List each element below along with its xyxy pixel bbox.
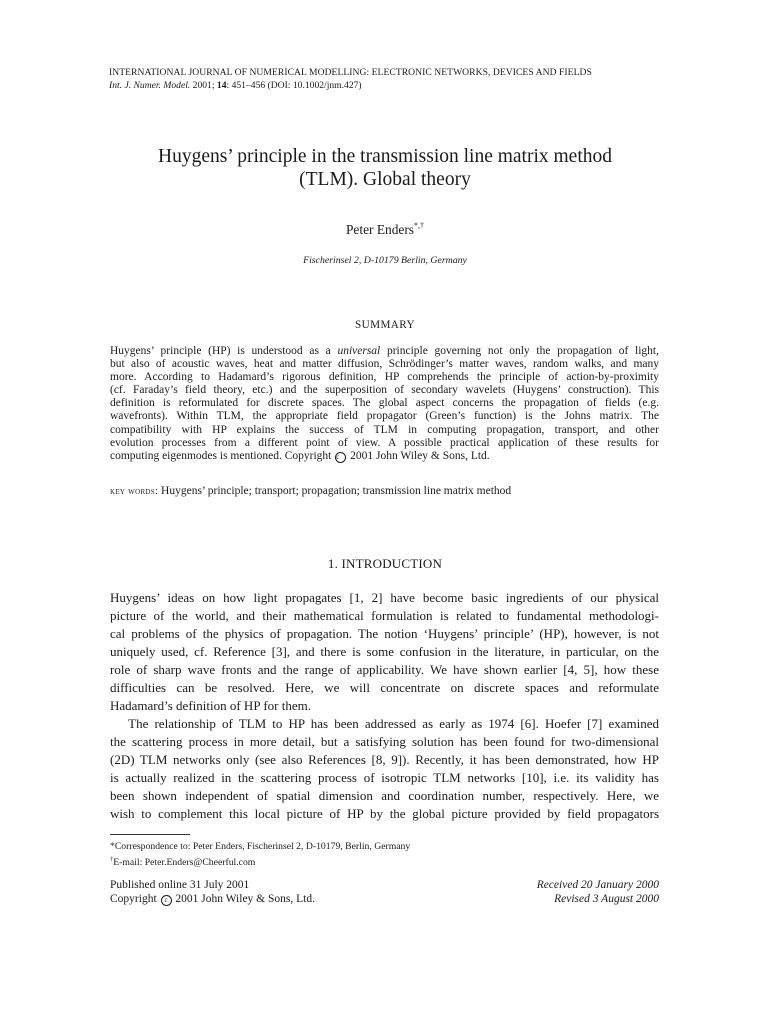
- abstract-line: [110, 450, 659, 463]
- abstract-line: evolution processes from a different point of view. A possible practical application of these results for: [110, 436, 659, 449]
- footnote-divider: [110, 834, 190, 835]
- citation-line: [109, 79, 669, 92]
- publication-info: [110, 878, 410, 906]
- footnote-text: E-mail: Peter.Enders@Cheerful.com: [113, 856, 256, 868]
- body-line: is actually realized in the scattering process of isotropic TLM networks [10], i.e. its validity has: [110, 770, 659, 785]
- citation-volume: 14: [216, 80, 227, 91]
- body-line: Huygens’ ideas on how light propagates [1, 2] have become basic ingredients of our physical: [110, 590, 659, 605]
- body-line: wish to complement this local picture of HP by the global picture provided by field propagators: [110, 806, 659, 821]
- summary-abstract: [110, 345, 659, 463]
- abstract-line: definition is reformulated for discrete spaces. The global aspect concerns the propagation of fields (e.g.: [110, 397, 659, 410]
- body-line: role of sharp wave fronts and the range of applicability. We have shown earlier [4, 5], how these: [110, 662, 659, 677]
- author-name: Peter Enders: [345, 222, 415, 237]
- body-line: (2D) TLM networks only (see also References [8, 9]). Recently, it has been demonstrated, how HP: [110, 752, 659, 767]
- abstract-text: computing eigenmodes is mentioned. Copyright: [110, 449, 335, 462]
- citation-pages-doi: : 451–456 (DOI: 10.1002/jnm.427): [226, 80, 362, 91]
- keywords-text: Huygens’ principle; transport; propagation; transmission line matrix method: [158, 485, 512, 497]
- abstract-text: Huygens’ principle (HP) is understood as a: [110, 345, 338, 357]
- copyright-icon: c: [161, 895, 172, 906]
- body-line: been shown independent of spatial dimension and coordination number, respectively. Here, we: [110, 788, 659, 803]
- title-line-1: Huygens’ principle in the transmission line matrix method: [157, 146, 612, 167]
- citation-year: 2001;: [190, 80, 217, 91]
- footnote-mark: †: [110, 855, 114, 863]
- author-footnote-marks: *,†: [414, 221, 425, 230]
- copyright-text: 2001 John Wiley & Sons, Ltd.: [172, 893, 315, 905]
- body-line: Hadamard’s definition of HP for them.: [110, 698, 311, 713]
- abstract-emphasis: universal: [337, 345, 381, 357]
- copyright-line: [110, 892, 410, 906]
- received-dates: [400, 878, 659, 906]
- section-heading-introduction: 1. INTRODUCTION: [327, 556, 443, 571]
- keywords-label: key words:: [110, 486, 159, 497]
- published-online: Published online 31 July 2001: [110, 879, 250, 891]
- abstract-line: compatibility with HP explains the success of TLM in computing propagation, transport, and other: [110, 423, 659, 436]
- copyright-text: Copyright: [110, 893, 160, 905]
- footnote-text: Correspondence to: Peter Enders, Fischerinsel 2, D-10179, Berlin, Germany: [114, 841, 411, 852]
- keywords: [110, 485, 659, 497]
- copyright-icon: c: [335, 452, 346, 463]
- body-line: uniquely used, cf. Reference [3], and there is some confusion in the literature, in particular, on the: [110, 644, 659, 659]
- author-line: [100, 221, 670, 238]
- introduction-body: [110, 589, 659, 823]
- citation-journal: Int. J. Numer. Model.: [109, 80, 191, 91]
- journal-header: [109, 66, 669, 92]
- footnotes: [110, 841, 659, 869]
- summary-heading: SUMMARY: [355, 319, 415, 331]
- abstract-line: more. According to Hadamard’s rigorous definition, HP comprehends the principle of action-by-proximity: [110, 371, 659, 384]
- received-date: Received 20 January 2000: [536, 879, 659, 891]
- author-affiliation: Fischerinsel 2, D-10179 Berlin, Germany: [303, 255, 467, 266]
- abstract-line: wavefronts). Within TLM, the appropriate field propagator (Green’s function) is the Johns matrix. The: [110, 410, 659, 423]
- abstract-line: [110, 345, 659, 358]
- body-line: difficulties can be resolved. Here, we will concentrate on discrete spaces and reformulate: [110, 680, 659, 695]
- footnote-mark: *: [110, 841, 115, 852]
- abstract-line: (cf. Faraday’s field theory, etc.) and the superposition of secondary wavelets (Huygens’ construction). This: [110, 384, 659, 397]
- body-line: the scattering process in more detail, but a satisfying solution has been found for two-dimensional: [110, 734, 659, 749]
- footnote-email: [110, 854, 659, 870]
- revised-date: Revised 3 August 2000: [554, 893, 659, 905]
- abstract-text: principle governing not only the propagation of light,: [380, 345, 659, 357]
- body-line: cal problems of the physics of propagation. The notion ‘Huygens’ principle’ (HP), however, is not: [110, 626, 659, 641]
- body-line: The relationship of TLM to HP has been addressed as early as 1974 [6]. Hoefer [7] examined: [110, 716, 659, 731]
- footnote-correspondence: [110, 841, 659, 854]
- paper-title: [100, 145, 670, 191]
- abstract-text: 2001 John Wiley & Sons, Ltd.: [347, 449, 490, 462]
- journal-name: INTERNATIONAL JOURNAL OF NUMERICAL MODELLING: ELECTRONIC NETWORKS, DEVICES AND FIELDS: [109, 67, 592, 78]
- abstract-line: but also of acoustic waves, heat and matter diffusion, Schrödinger’s matter waves, random walks, and many: [110, 358, 659, 371]
- body-line: picture of the world, and their mathematical formulation is related to fundamental methodologi-: [110, 608, 659, 623]
- title-line-2: (TLM). Global theory: [299, 169, 471, 190]
